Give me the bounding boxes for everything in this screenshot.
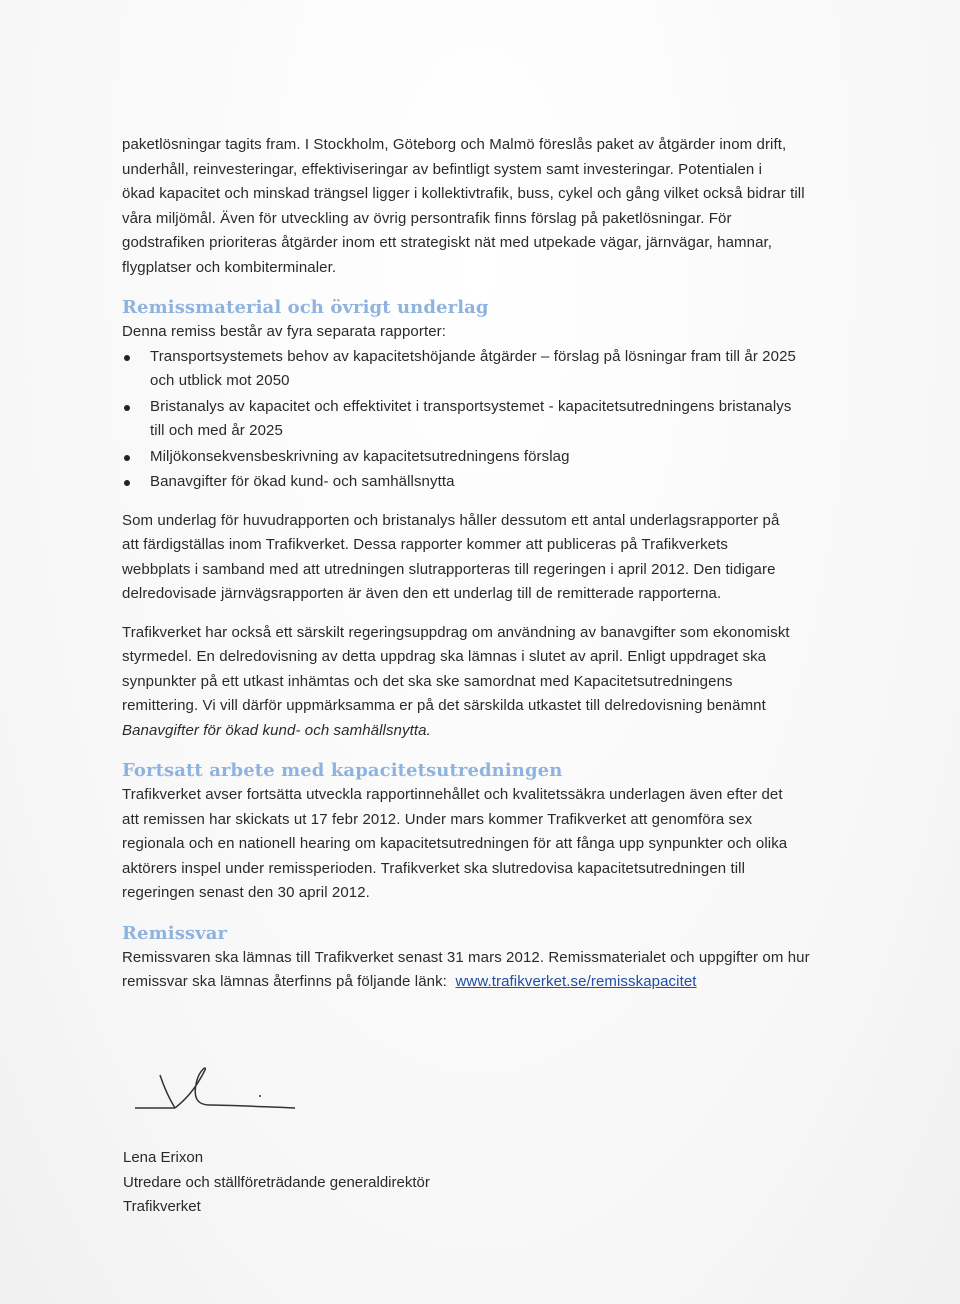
- remiss-link[interactable]: www.trafikverket.se/remisskapacitet: [455, 973, 697, 990]
- intro-line: paketlösningar tagits fram. I Stockholm, Göteborg och Malmö föreslås paket av åtgärder inom drift,: [122, 136, 787, 153]
- banavgifter-paragraph: Trafikverket har också ett särskilt regeringsuppdrag om användning av banavgifter som ekonomiskt styrmedel. En delredovisning av detta uppdrag ska lämnas i slutet av april. Enligt uppdraget ska synpunkter på ett utkast inhämtas och det ska ske samordnat med Kapacitetsutredningens remittering. Vi vill därför uppmärksamma er på det särskilda utkastet till delredovisning benämnt Banavgifter för ökad kund- och samhällsnytta.: [122, 623, 790, 739]
- signer-organization: Trafikverket: [123, 1198, 201, 1215]
- bullet-icon: [124, 455, 130, 461]
- list-item: Miljökonsekvensbeskrivning av kapacitetsutredningens förslag: [122, 445, 842, 470]
- document-body: [122, 133, 842, 995]
- underlag-paragraph: Som underlag för huvudrapporten och bristanalys håller dessutom ett antal underlagsrapporter på att färdigställas inom Trafikverket. Dessa rapporter kommer att publiceras på Trafikverkets webbplats i samband med att utredningen slutrapporteras till regeringen i april 2012. Den tidigare delredovisade järnvägsrapporten är även den ett underlag till de remitterade rapporterna.: [122, 511, 780, 602]
- intro-line: våra miljömål. Även för utveckling av övrig persontrafik finns förslag på paketlösningar. För: [122, 209, 732, 227]
- signer-name: Lena Erixon: [123, 1149, 204, 1166]
- intro-paragraph: [122, 133, 842, 280]
- section-heading-fortsatt-arbete: Fortsatt arbete med kapacitetsutredningen: [122, 760, 563, 781]
- list-item: Bristanalys av kapacitet och effektivitet i transportsystemet - kapacitetsutredningens bristanalys till och med år 2025: [122, 395, 842, 444]
- remissvar-paragraph: Remissvaren ska lämnas till Trafikverket senast 31 mars 2012. Remissmaterialet och uppgifter om hur remissvar ska lämnas återfinns på följande länk: www.trafikverket.se/remisskapacitet: [122, 948, 810, 990]
- bullet-icon: [124, 405, 130, 411]
- intro-line: ökad kapacitet och minskad trängsel ligger i kollektivtrafik, buss, cykel och gång vilket också bidrar till: [122, 185, 805, 202]
- list-item: Transportsystemets behov av kapacitetshöjande åtgärder – förslag på lösningar fram till år 2025 och utblick mot 2050: [122, 345, 842, 394]
- section-heading-remissmaterial: Remissmaterial och övrigt underlag: [122, 297, 489, 318]
- bullet-icon: [124, 480, 130, 486]
- signer-title: Utredare och ställföreträdande generaldirektör: [123, 1173, 430, 1191]
- section1-lead: Denna remiss består av fyra separata rapporter:: [122, 323, 447, 340]
- handwritten-signature: [125, 1060, 305, 1120]
- report-list: [122, 345, 842, 495]
- section-heading-remissvar: Remissvar: [122, 922, 228, 944]
- bullet-icon: [124, 355, 130, 361]
- intro-line: godstrafiken prioriteras åtgärder inom ett strategiskt nät med utpekade vägar, järnvägar, hamnar,: [122, 234, 773, 251]
- fortsatt-arbete-paragraph: Trafikverket avser fortsätta utveckla rapportinnehållet och kvalitetssäkra underlagen även efter det att remissen har skickats ut 17 febr 2012. Under mars kommer Trafikverket att genomföra sex regionala och en nationell hearing om kapacitetsutredningen för att fånga upp synpunkter och olika aktörers inspel under remissperioden. Trafikverket ska slutredovisa kapacitetsutredningen till regeringen senast den 30 april 2012.: [122, 786, 788, 901]
- list-item: Banavgifter för ökad kund- och samhällsnytta: [122, 470, 842, 495]
- intro-line: underhåll, reinvesteringar, effektiviseringar av befintligt system samt investeringar. Potentialen i: [122, 160, 763, 178]
- intro-line: flygplatser och kombiterminaler.: [122, 258, 337, 276]
- signature-block: [123, 1146, 430, 1220]
- report-title-italic: Banavgifter för ökad kund- och samhällsnytta.: [122, 721, 431, 739]
